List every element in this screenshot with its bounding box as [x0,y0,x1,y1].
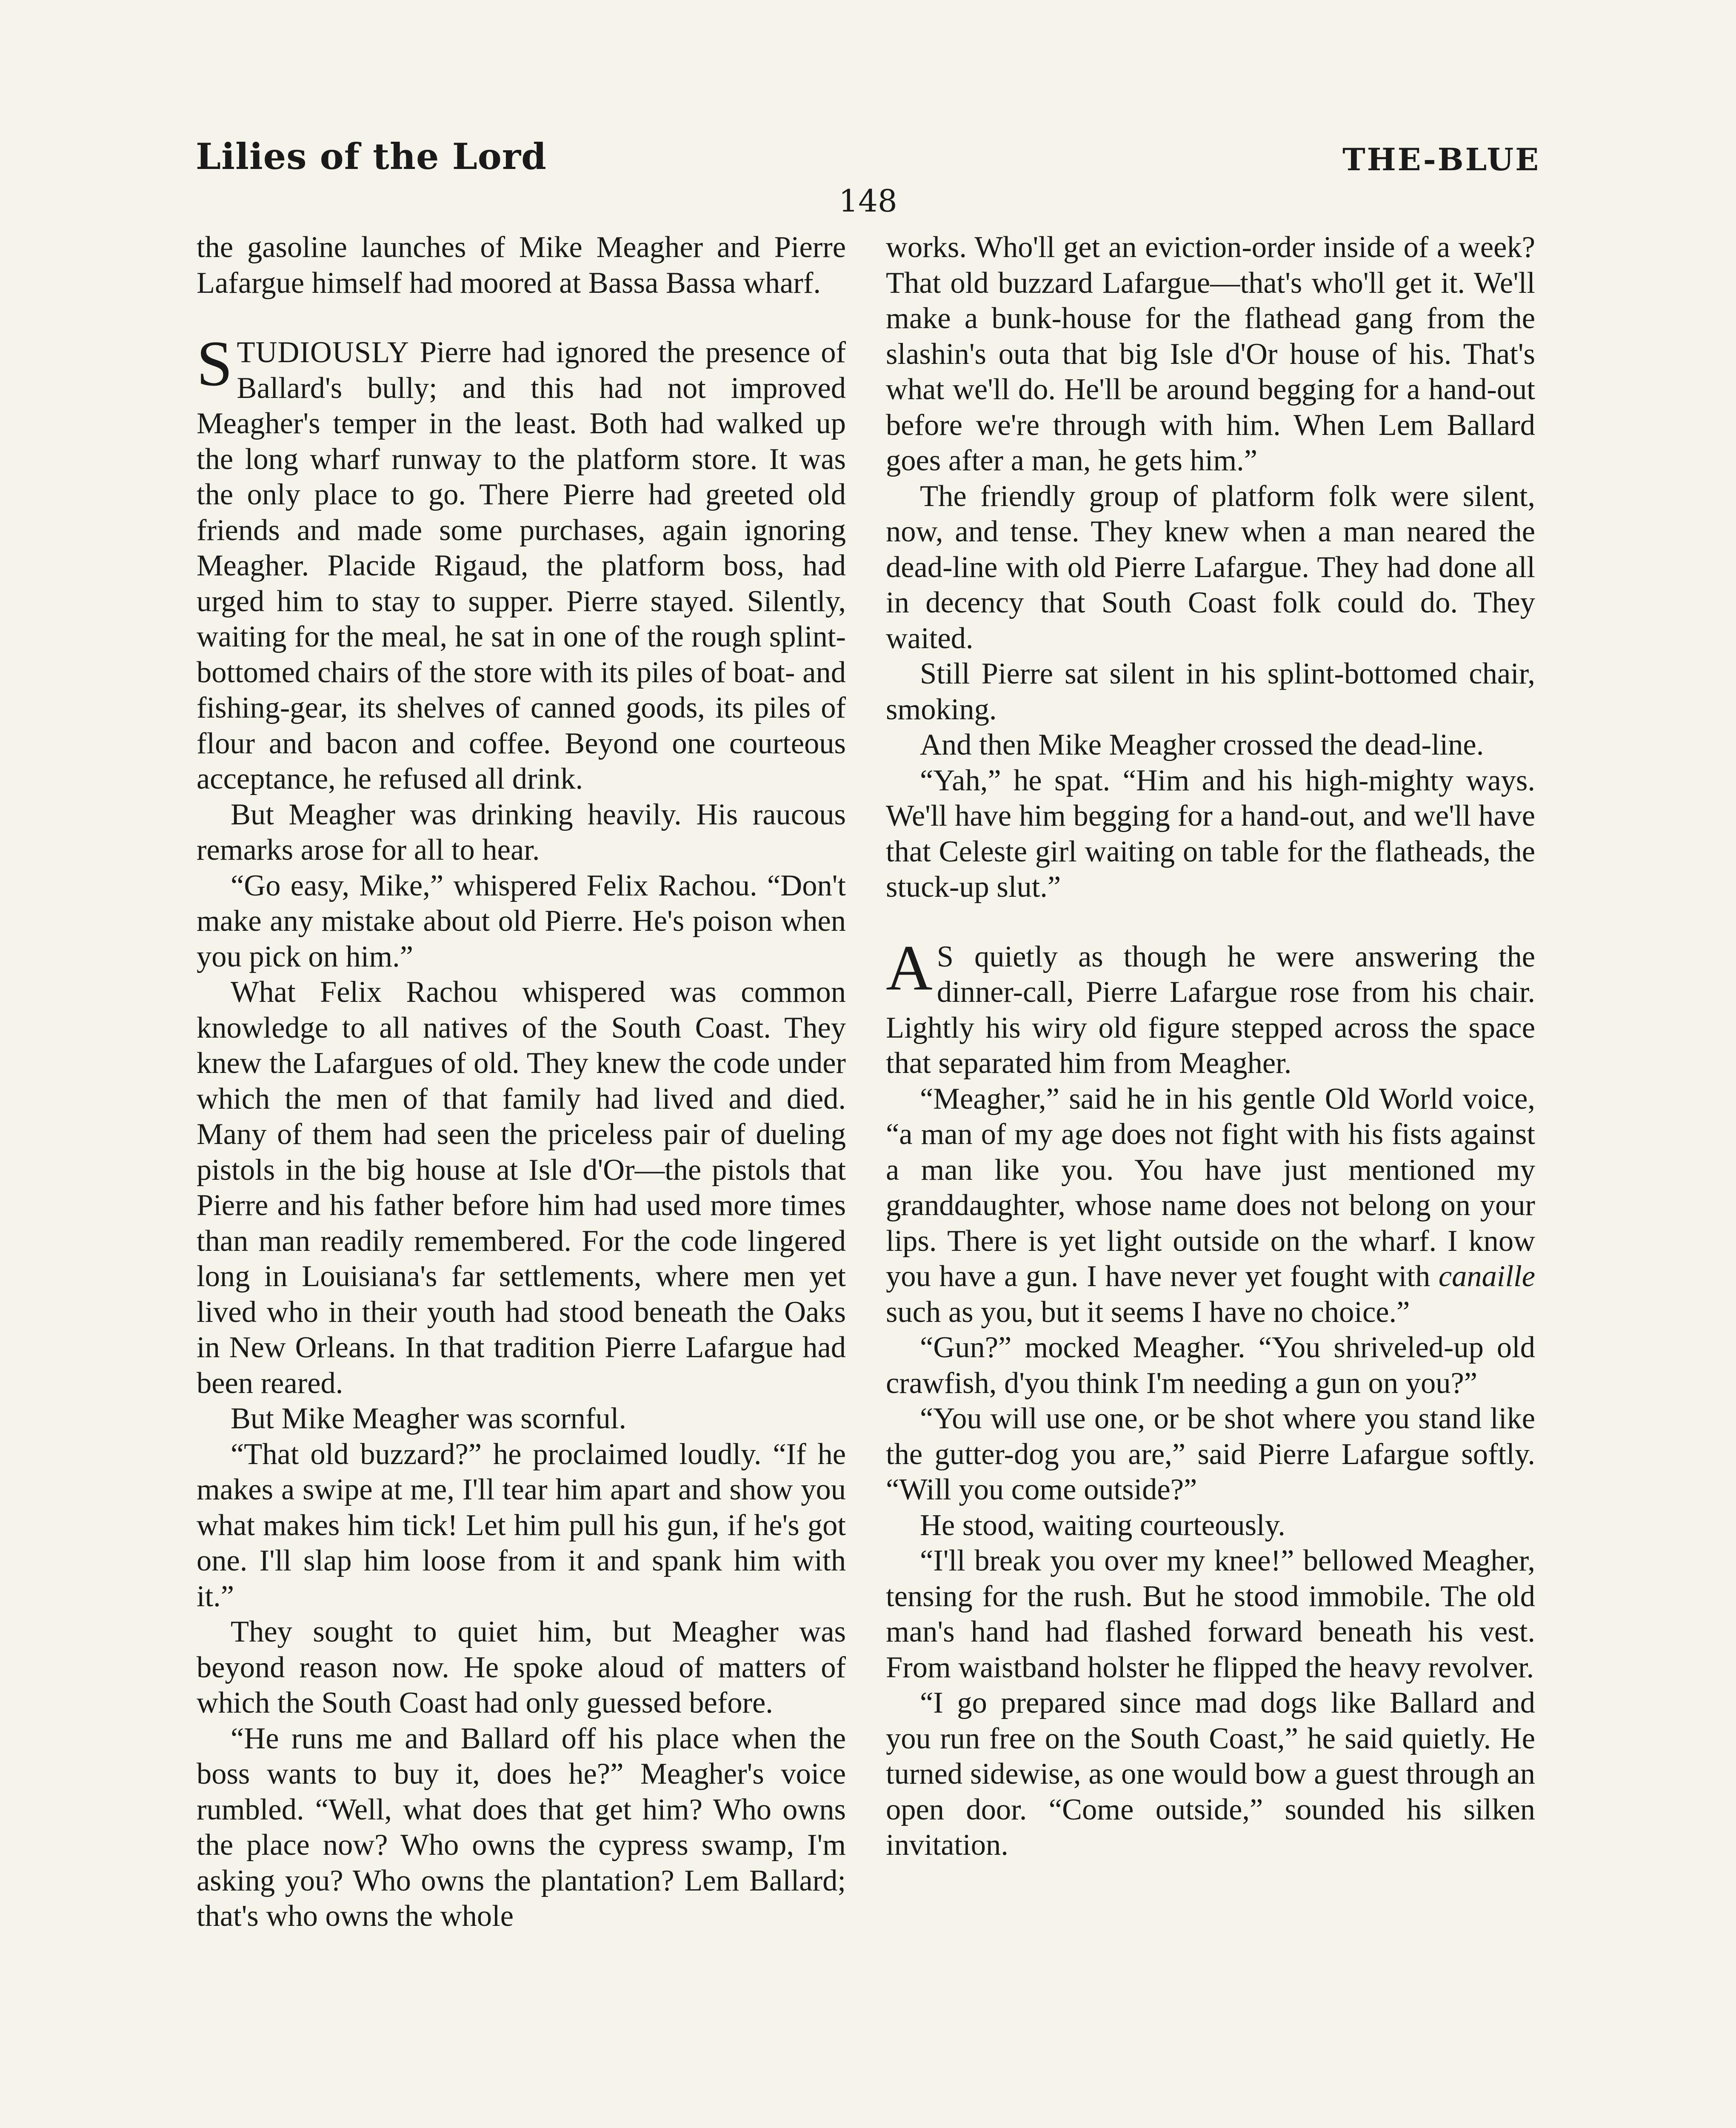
paragraph-text: quietly as though he were answering the dinner-call, Pierre Lafargue rose from his chair. Lightly his wiry old figure stepped across the space that separated him from Meagher. [886,940,1535,1080]
drop-cap: A [886,932,933,1004]
paragraph: And then Mike Meagher crossed the dead-line. [920,728,1484,761]
paragraph: “I'll break you over my knee!” bellowed Meagher, tensing for the rush. But he stood immobile. The old man's hand had flashed forward beneath his vest. From waistband holster he flipped the heavy revolver. [886,1544,1535,1684]
paragraph: “Yah,” he spat. “Him and his high-mighty ways. We'll have him begging for a hand-out, and we'll have that Celeste girl waiting on table for the flatheads, the stuck-up slut.” [886,764,1535,904]
paragraph: “Go easy, Mike,” whispered Felix Rachou. “Don't make any mistake about old Pierre. He's poison when you pick on him.” [197,869,846,973]
magazine-title: THE-BLUE [1342,141,1540,177]
paragraph: “That old buzzard?” he proclaimed loudly. “If he makes a swipe at me, I'll tear him apart and show you what makes him tick! Let him pull his gun, if he's got one. I'll slap him loose from it and spank him with it.” [197,1437,846,1613]
paragraph: “You will use one, or be shot where you stand like the gutter-dog you are,” said Pierre Lafargue softly. “Will you come outside?” [886,1402,1535,1506]
paragraph: The friendly group of platform folk were silent, now, and tense. They knew when a man neared the dead-line with old Pierre Lafargue. They had done all in decency that South Coast folk could do. They waited. [886,479,1535,655]
paragraph: He stood, waiting courteously. [920,1508,1285,1542]
paragraph: the gasoline launches of Mike Meagher and Pierre Lafargue himself had moored at Bassa Bassa wharf. [197,231,846,300]
paragraph-text: such as you, but it seems I have no choice.” [886,1295,1410,1329]
paragraph-dropcap [886,932,1535,1081]
paragraph-dropcap [197,328,846,797]
italic-word: canaille [1438,1260,1535,1293]
paragraph: But Meagher was drinking heavily. His raucous remarks arose for all to hear. [197,798,846,867]
paragraph: “Gun?” mocked Meagher. “You shriveled-up old crawfish, d'you think I'm needing a gun on you?” [886,1331,1535,1400]
paragraph: Still Pierre sat silent in his splint-bottomed chair, smoking. [886,657,1535,726]
paragraph-text: “Meagher,” said he in his gentle Old World voice, “a man of my age does not fight with his fists against a man like you. You have just mentioned my granddaughter, whose name does not belong on your lips. There is yet light outside on the wharf. I know you have a gun. I have never yet fought with [886,1082,1535,1293]
paragraph: “He runs me and Ballard off his place when the boss wants to buy it, does he?” Meagher's voice rumbled. “Well, what does that get him? Who owns the place now? Who owns the cypress swamp, I'm asking you? Who owns the plantation? Lem Ballard; that's who owns the whole [197,1722,846,1933]
drop-cap: S [197,328,233,399]
lead-word: TUDIOUSLY [237,336,409,369]
paragraph: But Mike Meagher was scornful. [231,1402,626,1435]
page-number: 148 [839,183,897,219]
lead-word: S [937,940,954,973]
left-column [197,230,846,1934]
paragraph: What Felix Rachou whispered was common knowledge to all natives of the South Coast. They knew the Lafargues of old. They knew the code under which the men of that family had lived and died. Many of them had seen the priceless pair of dueling pistols in the big house at Isle d'Or—the pistols that Pierre and his father before him had used more times than man readily remembered. For the code lingered long in Louisiana's far settlements, where men yet lived who in their youth had stood beneath the Oaks in New Orleans. In that tradition Pierre Lafargue had been reared. [197,975,846,1400]
paragraph [886,1081,1535,1330]
paragraph-text: Pierre had ignored the presence of Ballard's bully; and this had not improved Meagher's temper in the least. Both had walked up the long wharf runway to the platform store. It was the only place to go. There Pierre had greeted old friends and made some purchases, again ignoring Meagher. Placide Rigaud, the platform boss, had urged him to stay to supper. Pierre stayed. Silently, waiting for the meal, he sat in one of the rough splint-bottomed chairs of the store with its piles of boat- and fishing-gear, its shelves of canned goods, its piles of flour and bacon and coffee. Beyond one courteous acceptance, he refused all drink. [197,336,846,795]
paragraph: They sought to quiet him, but Meagher was beyond reason now. He spoke aloud of matters of which the South Coast had only guessed before. [197,1615,846,1719]
paragraph: works. Who'll get an eviction-order inside of a week? That old buzzard Lafargue—that's who'll get it. We'll make a bunk-house for the flathead gang from the slashin's outa that big Isle d'Or house of his. That's what we'll do. He'll be around begging for a hand-out before we're through with him. When Lem Ballard goes after a man, he gets him.” [886,231,1535,477]
right-column [886,230,1535,1863]
paragraph: “I go prepared since mad dogs like Ballard and you run free on the South Coast,” he said quietly. He turned sidewise, as one would bow a guest through an open door. “Come outside,” sounded his silken invitation. [886,1686,1535,1862]
running-title: Lilies of the Lord [196,135,547,177]
